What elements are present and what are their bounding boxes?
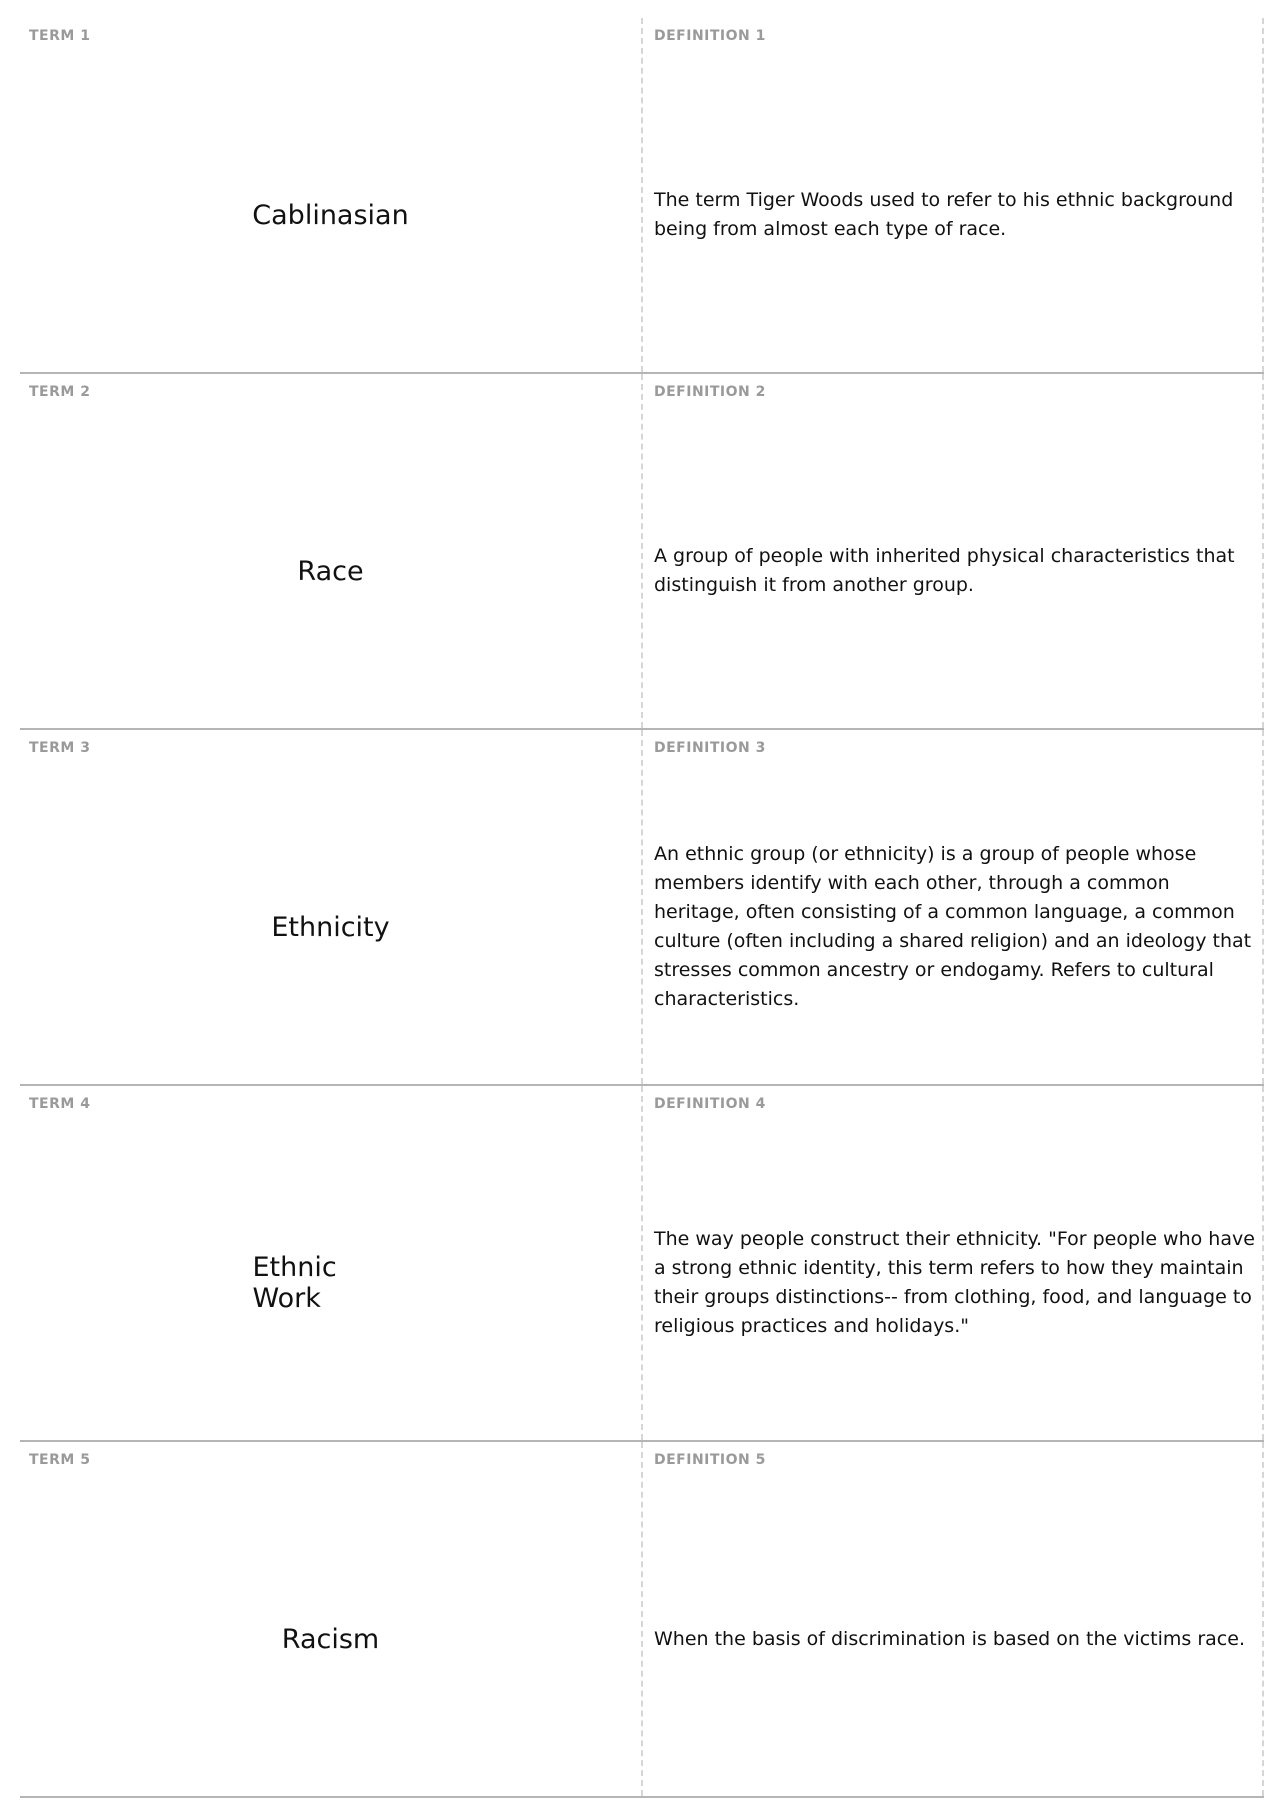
flashcard-row [20,374,1264,730]
definition-text: When the basis of discrimination is based on the victims race. [654,1627,1245,1650]
flashcard-row [20,1442,1264,1798]
flashcard-row [20,730,1264,1086]
term-label: TERM 1 [29,28,91,44]
term-label: TERM 3 [29,740,91,756]
definition-cell [643,18,1264,372]
definition-text: A group of people with inherited physical characteristics that distinguish it from another group. [654,545,1235,596]
term-text: Race [297,555,364,587]
term-text: Cablinasian [252,199,409,231]
definition-label: DEFINITION 5 [654,1452,766,1468]
term-label: TERM 4 [29,1096,91,1112]
term-cell [20,1086,643,1440]
definition-text: The way people construct their ethnicity. "For people who have a strong ethnic identity, this term refers to how they maintain their groups distinctions-- from clothing, food, and language to religious practices and holidays." [654,1228,1255,1337]
definition-label: DEFINITION 3 [654,740,766,756]
term-label: TERM 2 [29,384,91,400]
term-text: Ethnic Work [252,1252,337,1314]
definition-cell [643,374,1264,728]
definition-label: DEFINITION 4 [654,1096,766,1112]
term-label: TERM 5 [29,1452,91,1468]
flashcard-sheet [20,18,1264,1798]
definition-text: An ethnic group (or ethnicity) is a group of people whose members identify with each other, through a common heritage, often consisting of a common language, a common culture (often including a shared religion) and an ideology that stresses common ancestry or endogamy. Refers to cultural characteristics. [654,843,1252,1010]
definition-cell [643,1086,1264,1440]
definition-cell [643,730,1264,1084]
flashcard-row [20,1086,1264,1442]
definition-label: DEFINITION 2 [654,384,766,400]
term-text: Ethnicity [271,911,390,943]
term-cell [20,730,643,1084]
definition-cell [643,1442,1264,1796]
term-cell [20,1442,643,1796]
flashcard-row [20,18,1264,374]
term-cell [20,374,643,728]
definition-label: DEFINITION 1 [654,28,766,44]
term-text: Racism [281,1623,380,1655]
term-cell [20,18,643,372]
definition-text: The term Tiger Woods used to refer to his ethnic background being from almost each type of race. [654,189,1234,240]
